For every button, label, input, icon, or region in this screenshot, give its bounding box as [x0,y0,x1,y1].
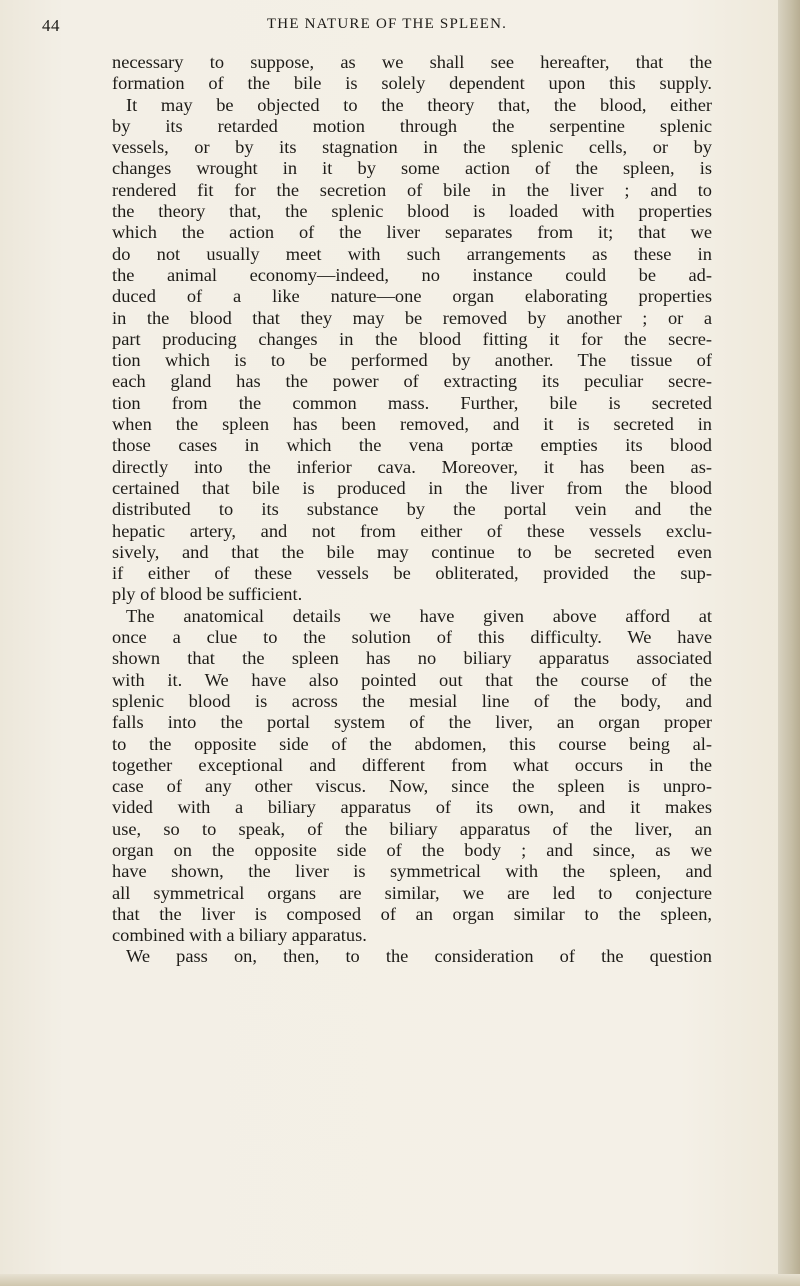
text-line: sively, and that the bile may continue to be secreted even [112,541,712,562]
text-line: do not usually meet with such arrangements as these in [112,243,712,264]
text-line: falls into the portal system of the liver, an organ proper [112,712,712,733]
text-line: It may be objected to the theory that, the blood, either [126,94,712,115]
text-line: ply of blood be sufficient. [112,584,303,605]
text-line: We pass on, then, to the consideration of the question [126,946,712,967]
text-line: part producing changes in the blood fitting it for the secre- [112,328,712,349]
text-line: all symmetrical organs are similar, we are led to conjecture [112,882,712,903]
page-number: 44 [42,16,60,35]
text-line: rendered fit for the secretion of bile in the liver ; and to [112,179,712,200]
text-line: vessels, or by its stagnation in the splenic cells, or by [112,137,712,158]
text-line: changes wrought in it by some action of the spleen, is [112,158,712,179]
page-header [42,16,732,38]
text-line: those cases in which the vena portæ empties its blood [112,435,712,456]
body-text [112,52,712,968]
text-line: that the liver is composed of an organ similar to the spleen, [112,903,712,924]
text-line: formation of the bile is solely dependent upon this supply. [112,73,712,94]
text-line: together exceptional and different from what occurs in the [112,754,712,775]
page-bottom-edge [0,1274,800,1286]
text-line: tion which is to be performed by another. The tissue of [112,350,712,371]
text-line: tion from the common mass. Further, bile is secreted [112,392,712,413]
text-line: with it. We have also pointed out that the course of the [112,669,712,690]
text-line: which the action of the liver separates from it; that we [112,222,712,243]
text-line: directly into the inferior cava. Moreover, it has been as- [112,456,712,477]
text-line: to the opposite side of the abdomen, this course being al- [112,733,712,754]
text-line: the animal economy—indeed, no instance could be ad- [112,264,712,285]
text-line: when the spleen has been removed, and it is secreted in [112,414,712,435]
text-line: use, so to speak, of the biliary apparatus of the liver, an [112,818,712,839]
text-line: distributed to its substance by the portal vein and the [112,499,712,520]
running-title: THE NATURE OF THE SPLEEN. [266,16,508,32]
text-line: the theory that, the splenic blood is loaded with properties [112,201,712,222]
text-line: by its retarded motion through the serpentine splenic [112,115,712,136]
text-line: The anatomical details we have given above afford at [126,605,712,626]
text-line: duced of a like nature—one organ elaborating properties [112,286,712,307]
text-line: in the blood that they may be removed by another ; or a [112,307,712,328]
text-line: organ on the opposite side of the body ; and since, as we [112,839,712,860]
text-line: necessary to suppose, as we shall see hereafter, that the [112,52,712,72]
text-line: hepatic artery, and not from either of these vessels exclu- [112,520,712,541]
text-line: combined with a biliary apparatus. [112,925,367,946]
text-line: have shown, the liver is symmetrical with the spleen, and [112,861,712,882]
text-line: certained that bile is produced in the liver from the blood [112,477,712,498]
text-line: case of any other viscus. Now, since the spleen is unpro- [112,776,712,797]
page-edge-shadow [778,0,800,1286]
text-line: shown that the spleen has no biliary apparatus associated [112,648,712,669]
text-line: vided with a biliary apparatus of its own, and it makes [112,797,712,818]
text-line: splenic blood is across the mesial line of the body, and [112,690,712,711]
text-line: each gland has the power of extracting its peculiar secre- [112,371,712,392]
text-line: if either of these vessels be obliterated, provided the sup- [112,563,712,584]
text-line: once a clue to the solution of this difficulty. We have [112,627,712,648]
